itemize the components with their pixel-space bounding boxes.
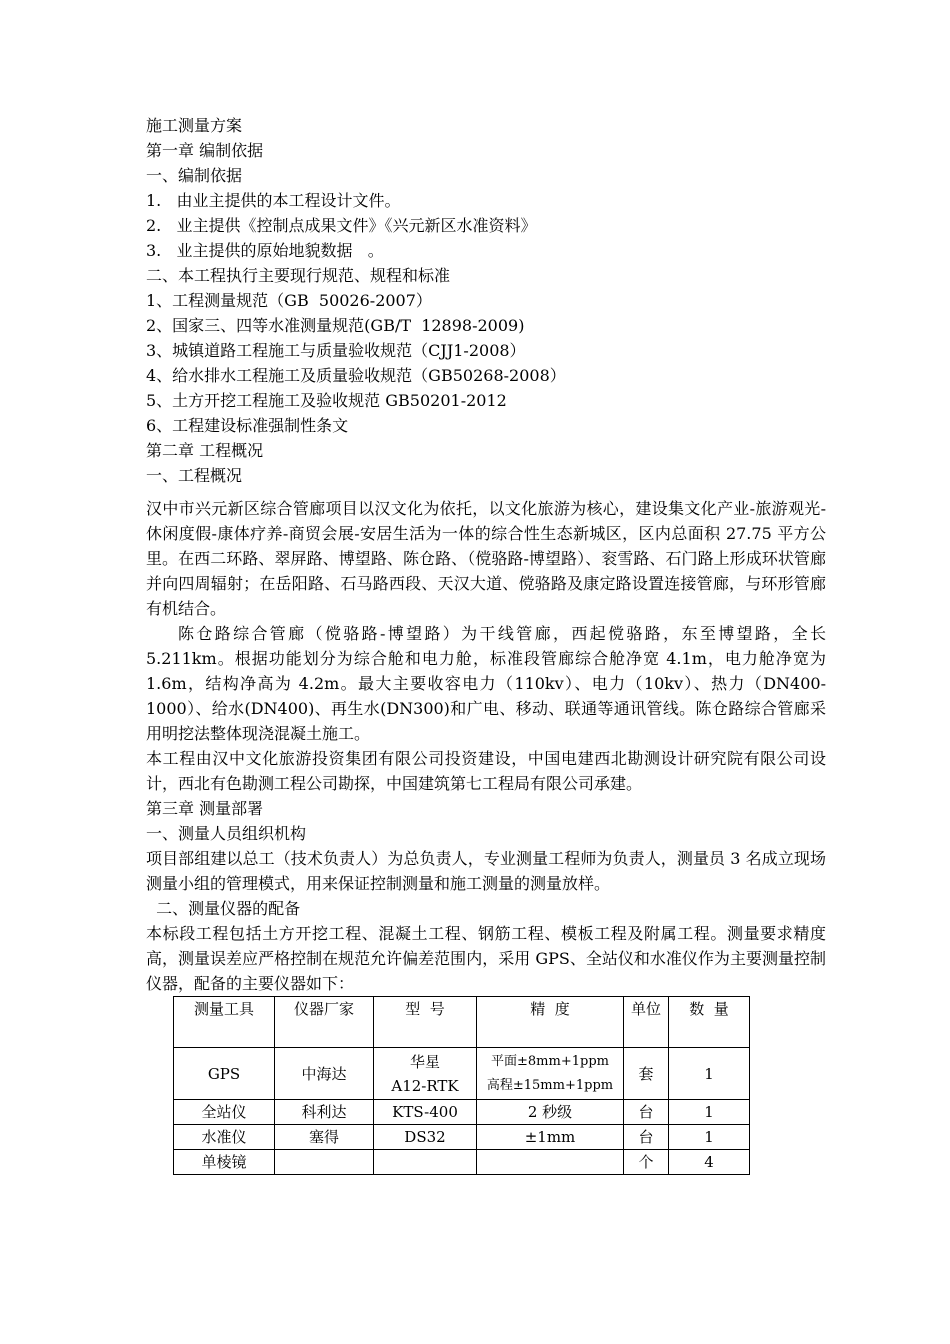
instrument-paragraph: 本标段工程包括土方开挖工程、混凝土工程、钢筋工程、模板工程及附属工程。测量要求精度高，测量误差应严格控制在规范允许偏差范围内，采用 GPS、全站仪和水准仪作为主要测量控制仪器，配备的主要仪器如下： xyxy=(146,924,826,993)
cell-quantity: 1 xyxy=(669,1125,750,1150)
cell-precision xyxy=(477,1048,624,1100)
cell-unit: 个 xyxy=(624,1150,669,1175)
cell-model: DS32 xyxy=(374,1125,477,1150)
cell-unit: 台 xyxy=(624,1125,669,1150)
cell-tool: 水准仪 xyxy=(174,1125,275,1150)
cell-unit: 台 xyxy=(624,1100,669,1125)
chapter2-heading: 第二章 工程概况 xyxy=(146,441,264,460)
overview-paragraph-2: 陈仓路综合管廊（傥骆路-博望路）为干线管廊，西起傥骆路，东至博望路，全长 5.211km。根据功能划分为综合舱和电力舱，标准段管廊综合舱净宽 4.1m，电力舱净宽为 1.6m，结构净高为 4.2m。最大主要收容电力（110kv）、电力（10kv）、热力（DN400-1000）、给水(DN400)、再生水(DN300)和广电、移动、联通等通讯管线。陈仓路综合管廊采用明挖法整体现浇混凝土施工。 xyxy=(146,624,826,743)
cell-unit: 套 xyxy=(624,1048,669,1100)
cell-tool: GPS xyxy=(174,1048,275,1100)
cell-precision-line: 高程±15mm+1ppm xyxy=(486,1077,614,1093)
header-quantity: 数 量 xyxy=(669,997,750,1048)
header-maker: 仪器厂家 xyxy=(275,997,374,1048)
cell-tool: 单棱镜 xyxy=(174,1150,275,1175)
standard-item: 5、土方开挖工程施工及验收规范 GB50201-2012 xyxy=(146,391,507,410)
cell-precision: 2 秒级 xyxy=(477,1100,624,1125)
cell-quantity: 1 xyxy=(669,1048,750,1100)
standard-item: 1、工程测量规范（GB 50026-2007） xyxy=(146,291,432,310)
standard-item: 2、国家三、四等水准测量规范(GB/T 12898-2009) xyxy=(146,316,525,335)
cell-maker: 中海达 xyxy=(275,1048,374,1100)
basis-item: 2. 业主提供《控制点成果文件》《兴元新区水准资料》 xyxy=(146,216,537,235)
header-precision: 精 度 xyxy=(477,997,624,1048)
cell-model-line: 华星 xyxy=(409,1052,440,1071)
table-row xyxy=(174,1100,750,1125)
header-model: 型 号 xyxy=(374,997,477,1048)
table-row xyxy=(174,1048,750,1100)
cell-maker xyxy=(275,1150,374,1175)
cell-model-line: A12-RTK xyxy=(391,1076,459,1095)
standard-item: 4、给水排水工程施工及质量验收规范（GB50268-2008） xyxy=(146,366,566,385)
cell-model: KTS-400 xyxy=(374,1100,477,1125)
header-tool: 测量工具 xyxy=(174,997,275,1048)
cell-maker: 塞得 xyxy=(275,1125,374,1150)
chapter2-sec1-heading: 一、工程概况 xyxy=(146,466,243,485)
cell-quantity: 1 xyxy=(669,1100,750,1125)
cell-quantity: 4 xyxy=(669,1150,750,1175)
standard-item: 6、工程建设标准强制性条文 xyxy=(146,416,349,435)
basis-item: 3. 业主提供的原始地貌数据 。 xyxy=(146,241,384,260)
overview-paragraph-1: 汉中市兴元新区综合管廊项目以汉文化为依托，以文化旅游为核心，建设集文化产业-旅游观光-休闲度假-康体疗养-商贸会展-安居生活为一体的综合性生态新城区，区内总面积 27.75 平方公里。在西二环路、翠屏路、博望路、陈仓路、（傥骆路-博望路）、衮雪路、石门路上形成环状管廊并向四周辐射；在岳阳路、石马路西段、天汉大道、傥骆路及康定路设置连接管廊，与环形管廊有机结合。 xyxy=(146,499,826,618)
basis-item: 1. 由业主提供的本工程设计文件。 xyxy=(146,191,401,210)
chapter1-heading: 第一章 编制依据 xyxy=(146,141,264,160)
document-page xyxy=(146,113,826,1175)
cell-model xyxy=(374,1048,477,1100)
chapter1-sec1-heading: 一、编制依据 xyxy=(146,166,243,185)
document-title: 施工测量方案 xyxy=(146,116,243,135)
chapter3-heading: 第三章 测量部署 xyxy=(146,799,264,818)
standard-item: 3、城镇道路工程施工与质量验收规范（CJJ1-2008） xyxy=(146,341,526,360)
cell-tool: 全站仪 xyxy=(174,1100,275,1125)
staff-paragraph: 项目部组建以总工（技术负责人）为总负责人，专业测量工程师为负责人，测量员 3 名成立现场测量小组的管理模式，用来保证控制测量和施工测量的测量放样。 xyxy=(146,849,826,893)
chapter3-sec1-heading: 一、测量人员组织机构 xyxy=(146,824,307,843)
cell-maker: 科利达 xyxy=(275,1100,374,1125)
instrument-table xyxy=(173,996,750,1175)
overview-paragraph-3: 本工程由汉中文化旅游投资集团有限公司投资建设，中国电建西北勘测设计研究院有限公司设计，西北有色勘测工程公司勘探，中国建筑第七工程局有限公司承建。 xyxy=(146,749,826,793)
header-unit: 单位 xyxy=(624,997,669,1048)
cell-precision xyxy=(477,1150,624,1175)
instrument-table-wrapper xyxy=(173,996,826,1175)
chapter1-sec2-heading: 二、本工程执行主要现行规范、规程和标准 xyxy=(146,266,451,285)
table-header-row xyxy=(174,997,750,1048)
cell-precision-line: 平面±8mm+1ppm xyxy=(491,1053,609,1069)
table-row xyxy=(174,1150,750,1175)
table-row xyxy=(174,1125,750,1150)
cell-model xyxy=(374,1150,477,1175)
chapter3-sec2-heading: 二、测量仪器的配备 xyxy=(146,899,301,918)
cell-precision: ±1mm xyxy=(477,1125,624,1150)
